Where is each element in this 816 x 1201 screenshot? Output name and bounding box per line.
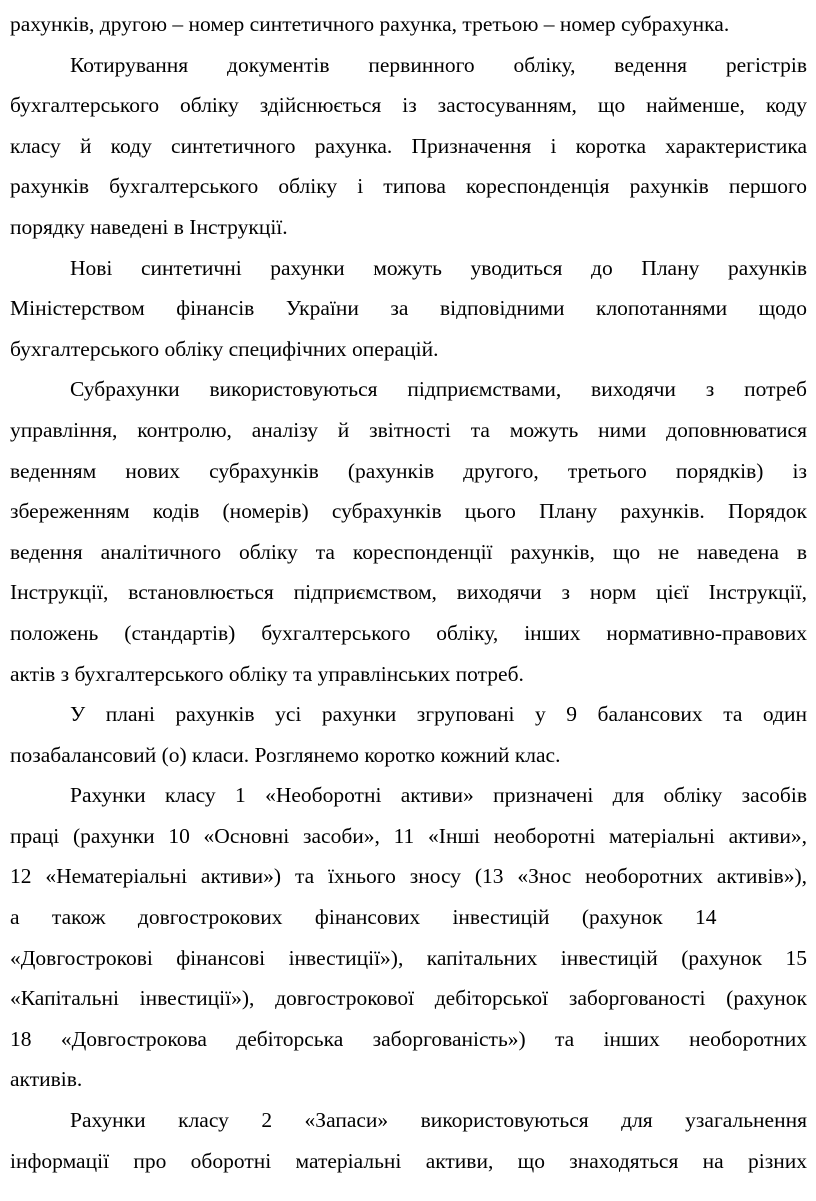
paragraph — [10, 1100, 807, 1181]
text-line: збереженням кодів (номерів) субрахунків цього Плану рахунків. Порядок — [10, 499, 807, 524]
text-line: актів з бухгалтерського обліку та управлінських потреб. — [10, 661, 524, 686]
paragraph — [10, 248, 807, 370]
text-line: Котирування документів первинного обліку, ведення регістрів — [70, 52, 807, 77]
document-body — [10, 4, 807, 1181]
text-line: праці (рахунки 10 «Основні засоби», 11 «Інші необоротні матеріальні активи», — [10, 823, 807, 848]
text-line: інформації про оборотні матеріальні активи, що знаходяться на різних — [10, 1148, 807, 1173]
text-line: бухгалтерського обліку здійснюється із застосуванням, що найменше, коду — [10, 93, 807, 118]
text-line: У плані рахунків усі рахунки згруповані у 9 балансових та один — [70, 702, 807, 727]
paragraph — [10, 775, 807, 1100]
text-line: порядку наведені в Інструкції. — [10, 214, 288, 239]
text-line: Субрахунки використовуються підприємствами, виходячи з потреб — [70, 377, 807, 402]
text-line: Міністерством фінансів України за відповідними клопотаннями щодо — [10, 296, 807, 321]
text-line: «Капітальні інвестиції»), довгострокової дебіторської заборгованості (рахунок — [10, 986, 807, 1011]
paragraph — [10, 694, 807, 775]
text-line: 12 «Нематеріальні активи») та їхнього зносу (13 «Знос необоротних активів»), — [10, 864, 807, 889]
text-line: активів. — [10, 1067, 83, 1092]
text-line: управління, контролю, аналізу й звітності та можуть ними доповнюватися — [10, 417, 807, 442]
text-line: ведення аналітичного обліку та кореспонденції рахунків, що не наведена в — [10, 539, 807, 564]
paragraph — [10, 4, 807, 45]
text-line: Рахунки класу 1 «Необоротні активи» призначені для обліку засобів — [70, 783, 807, 808]
paragraph — [10, 45, 807, 248]
text-line: Рахунки класу 2 «Запаси» використовуються для узагальнення — [70, 1108, 807, 1133]
document-page — [10, 4, 807, 1194]
text-line: класу й коду синтетичного рахунка. Призначення і коротка характеристика — [10, 133, 807, 158]
text-line: Нові синтетичні рахунки можуть уводиться до Плану рахунків — [70, 255, 807, 280]
text-line: положень (стандартів) бухгалтерського обліку, інших нормативно-правових — [10, 620, 807, 645]
text-line: 18 «Довгострокова дебіторська заборгованість») та інших необоротних — [10, 1026, 807, 1051]
text-line: веденням нових субрахунків (рахунків другого, третього порядків) із — [10, 458, 807, 483]
paragraph — [10, 369, 807, 694]
text-line: Інструкції, встановлюється підприємством, виходячи з норм цієї Інструкції, — [10, 580, 807, 605]
text-line: а також довгострокових фінансових інвестицій (рахунок 14 — [10, 905, 717, 930]
text-line: бухгалтерського обліку специфічних операцій. — [10, 336, 439, 361]
text-line: позабалансовий (о) класи. Розглянемо коротко кожний клас. — [10, 742, 561, 767]
text-line: «Довгострокові фінансові інвестиції»), капітальних інвестицій (рахунок 15 — [10, 945, 807, 970]
text-line: рахунків бухгалтерського обліку і типова кореспонденція рахунків першого — [10, 174, 807, 199]
text-line: рахунків, другою – номер синтетичного рахунка, третьою – номер субрахунка. — [10, 12, 730, 36]
